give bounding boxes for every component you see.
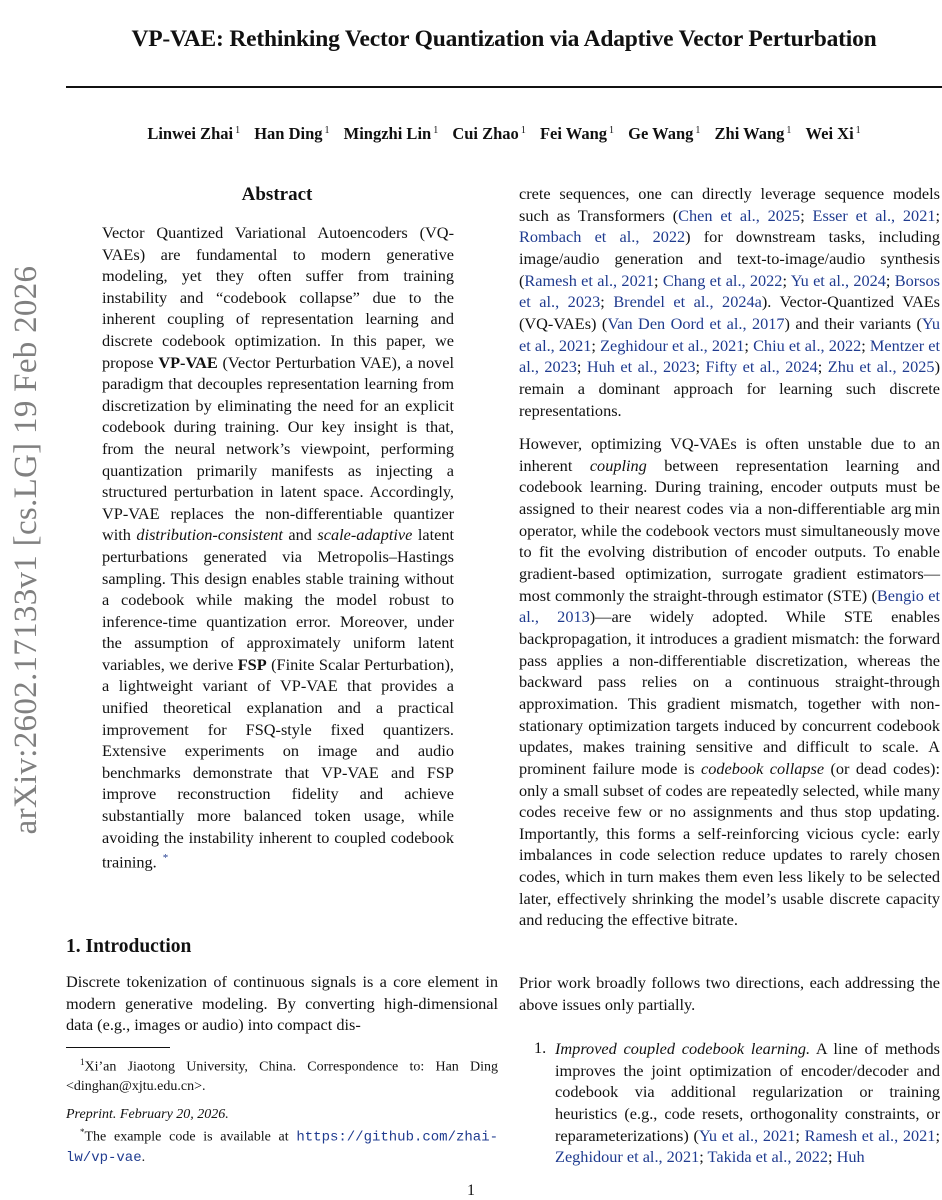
- code-url-link[interactable]: https://github.com/zhai-lw/vp-vae: [66, 1129, 498, 1166]
- citation-link[interactable]: Yu et al., 2021: [698, 1125, 796, 1145]
- citation-link[interactable]: Ramesh et al., 2021: [524, 270, 654, 290]
- footnote-rule: [66, 1047, 170, 1048]
- citation-link[interactable]: Chen et al., 2025: [678, 205, 801, 225]
- arxiv-stamp: arXiv:2602.17133v1 [cs.LG] 19 Feb 2026: [8, 265, 44, 835]
- intro-paragraph: crete sequences, one can directly leverage sequence models such as Transformers (Chen et al., 2025; Esser et al., 2021; Rombach et al., 2022) for downstream tasks, including image/audio generation and text-to-image/audio synthesis (Ramesh et al., 2021; Chang et al., 2022; Yu et al., 2024; Borsos et al., 2023; Brendel et al., 2024a). Vector-Quantized VAEs (VQ-VAEs) (Van Den Oord et al., 2017) and their variants (Yu et al., 2021; Zeghidour et al., 2021; Chiu et al., 2022; Mentzer et al., 2023; Huh et al., 2023; Fifty et al., 2024; Zhu et al., 2025) remain a dominant approach for learning such discrete representations.: [519, 184, 941, 420]
- citation-link[interactable]: Takida et al., 2022: [707, 1147, 829, 1167]
- author: Zhi Wang $^1$: [714, 124, 792, 143]
- section-heading-introduction: 1. Introduction: [66, 936, 192, 957]
- citation-link[interactable]: Esser et al., 2021: [812, 205, 936, 225]
- author: Fei Wang $^1$: [539, 124, 615, 143]
- citation-link[interactable]: Fifty et al., 2024: [705, 357, 818, 377]
- author: Ge Wang $^1$: [628, 124, 701, 143]
- intro-paragraph: However, optimizing VQ-VAEs is often unstable due to an inherent coupling between representation learning and codebook learning. During training, encoder outputs must be assigned to their nearest codes via a non-differentiable arg min operator, while the codebook vectors must simultaneously move to fit the evolving distribution of encoder outputs. To enable gradient-based optimization, surrogate gradient estimators—most commonly the straight-through estimator (STE) (Bengio et al., 2013)—are widely adopted. While STE enables backpropagation, it introduces a gradient mismatch: the forward pass applies a non-differentiable discretization, whereas the backward pass relies on a continuous straight-through approximation. This gradient mismatch, together with non-stationary optimization targets induced by concurrent codebook updates, makes training sensitive and difficult to scale. A prominent failure mode is codebook collapse (or dead codes): only a small subset of codes are repeatedly selected, while many codes receive few or no assignments and thus stop updating. Importantly, this forms a self-reinforcing vicious cycle: early imbalances in code selection reduce updates to rarely chosen codes, which in turn makes them even less likely to be selected later, effectively shrinking the model’s usable discrete capacity and reducing the effective bitrate.: [519, 434, 941, 930]
- list-number: 1.: [534, 1038, 547, 1057]
- abstract-heading: Abstract: [241, 184, 313, 205]
- citation-link[interactable]: Huh et al., 2023: [586, 357, 696, 377]
- citation-link[interactable]: Van Den Oord et al., 2017: [607, 313, 785, 333]
- footnote-link[interactable]: *: [162, 852, 169, 865]
- citation-link[interactable]: Mentzer et al., 2023: [519, 335, 941, 377]
- citation-link[interactable]: Yu et al., 2021: [519, 313, 940, 355]
- citation-link[interactable]: Huh: [836, 1147, 865, 1167]
- page-number: 1: [467, 1182, 475, 1199]
- paper-title: VP-VAE: Rethinking Vector Quantization via Adaptive Vector Perturbation: [131, 26, 877, 52]
- author: Mingzhi Lin $^1$: [343, 124, 439, 143]
- intro-paragraph: Prior work broadly follows two directions, each addressing the above issues only partially.: [519, 973, 940, 1014]
- author: Han Ding $^1$: [254, 124, 330, 143]
- citation-link[interactable]: Brendel et al., 2024a: [613, 292, 762, 312]
- affiliation-footnote: $^1$Xi’an Jiaotong University, China. Correspondence to: Han Ding <dinghan@xjtu.edu.cn>.: [66, 1057, 498, 1094]
- citation-link[interactable]: Zhu et al., 2025: [827, 357, 935, 377]
- author: Cui Zhao $^1$: [452, 124, 526, 143]
- citation-link[interactable]: Yu et al., 2024: [790, 270, 886, 290]
- author: Linwei Zhai $^1$: [147, 124, 241, 143]
- citation-link[interactable]: Ramesh et al., 2021: [804, 1125, 936, 1145]
- preprint-note: Preprint. February 20, 2026.: [66, 1107, 229, 1122]
- intro-paragraph: Discrete tokenization of continuous signals is a core element in modern generative modeling. By converting high-dimensional data (e.g., images or audio) into compact dis-: [66, 972, 498, 1035]
- author: Wei Xi $^1$: [805, 124, 861, 143]
- title-rule: [66, 86, 942, 88]
- author-list: [66, 124, 942, 144]
- abstract-body: Vector Quantized Variational Autoencoders (VQ-VAEs) are fundamental to modern generative modeling, yet they often suffer from training instability and “codebook collapse” due to the inherent coupling of representation learning and discrete codebook optimization. In this paper, we propose VP-VAE (Vector Perturbation VAE), a novel paradigm that decouples representation learning from discretization by eliminating the need for an explicit codebook during training. Our key insight is that, from the neural network’s viewpoint, performing quantization primarily manifests as injecting a structured perturbation in latent space. Accordingly, VP-VAE replaces the non-differentiable quantizer with distribution-consistent and scale-adaptive latent perturbations generated via Metropolis–Hastings sampling. This design enables stable training without a codebook while making the model robust to inference-time quantization error. Moreover, under the assumption of approximately uniform latent variables, we derive FSP (Finite Scalar Perturbation), a lightweight variant of VP-VAE that provides a unified theoretical explanation and a practical improvement for FSQ-style fixed quantizers. Extensive experiments on image and audio benchmarks demonstrate that VP-VAE and FSP improve reconstruction fidelity and achieve substantially more balanced token usage, while avoiding the instability inherent to coupled codebook training. *: [102, 223, 454, 872]
- citation-link[interactable]: Rombach et al., 2022: [519, 227, 686, 247]
- citation-link[interactable]: Chang et al., 2022: [662, 270, 783, 290]
- citation-link[interactable]: Chiu et al., 2022: [753, 335, 862, 355]
- list-item: Improved coupled codebook learning. A line of methods improves the joint optimization of encoder/decoder and codebook via additional regularization or training heuristics (e.g., code resets, orthogonality constraints, or reparameterizations) (Yu et al., 2021; Ramesh et al., 2021; Zeghidour et al., 2021; Takida et al., 2022; Huh: [555, 1039, 940, 1167]
- code-footnote: *The example code is available at https://github.com/zhai-lw/vp-vae.: [66, 1127, 498, 1166]
- citation-link[interactable]: Borsos et al., 2023: [519, 270, 940, 312]
- citation-link[interactable]: Zeghidour et al., 2021: [555, 1147, 700, 1167]
- citation-link[interactable]: Zeghidour et al., 2021: [600, 335, 745, 355]
- citation-link[interactable]: Bengio et al., 2013: [519, 585, 940, 627]
